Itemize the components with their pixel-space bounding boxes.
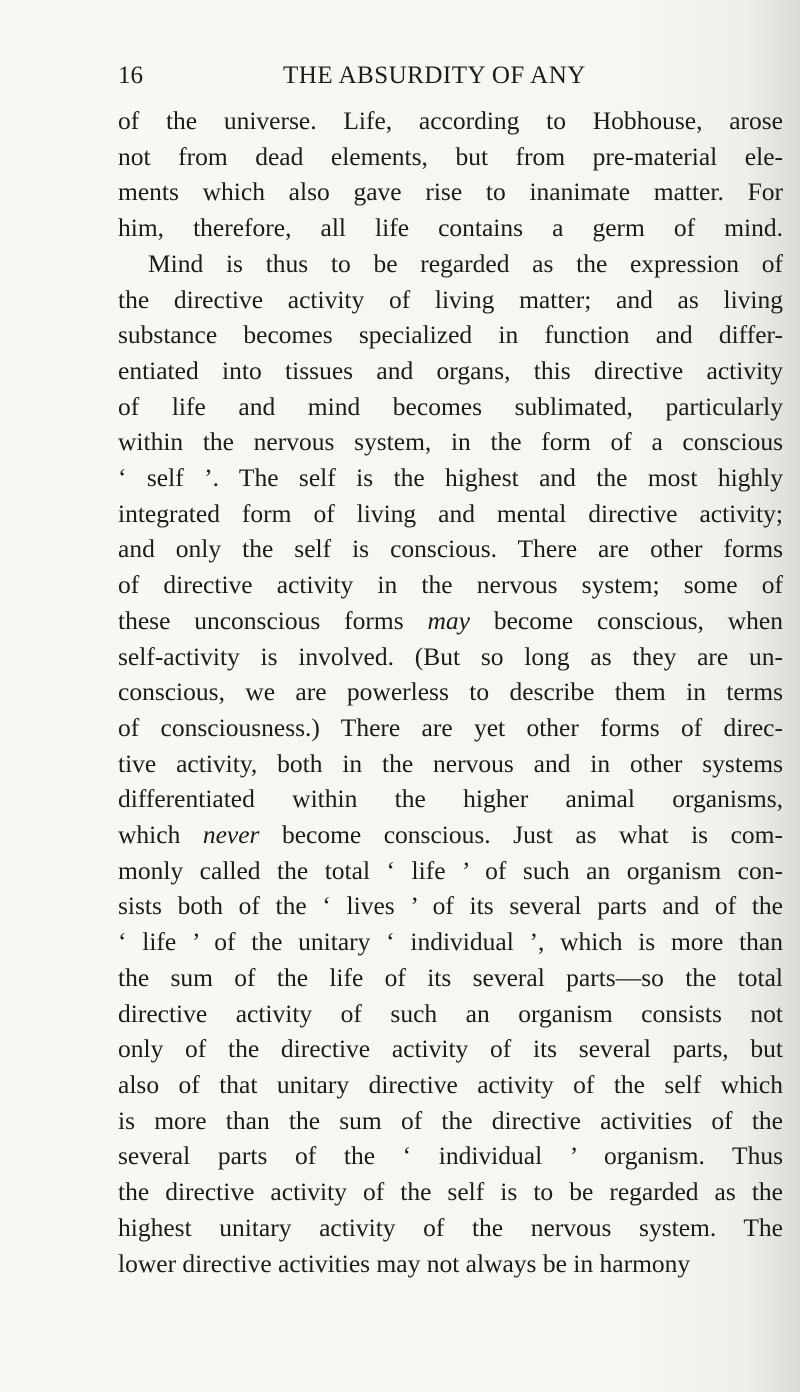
running-title: THE ABSURDITY OF ANY [283, 62, 586, 89]
text-line: sists both of the ‘ lives ’ of its several parts and of the [118, 891, 783, 921]
page-header [118, 62, 783, 98]
text-line: integrated form of living and mental directive activity; [118, 498, 783, 528]
text-line: of the universe. Life, according to Hobhouse, arose [118, 106, 783, 135]
text-segment: which [118, 820, 203, 850]
text-line: within the nervous system, in the form of a conscious [118, 427, 783, 457]
text-line [118, 603, 783, 639]
text-line: Mind is thus to be regarded as the expression of [148, 248, 783, 278]
text-line: of consciousness.) There are yet other forms of direc- [118, 712, 783, 742]
text-segment: these unconscious forms [118, 605, 428, 635]
text-line: several parts of the ‘ individual ’ organism. Thus [118, 1141, 783, 1171]
text-line: only of the directive activity of its several parts, but [118, 1034, 783, 1064]
text-line: highest unitary activity of the nervous system. The [118, 1212, 783, 1242]
body-text [118, 103, 783, 1281]
text-line: and only the self is conscious. There are other forms [118, 534, 783, 564]
text-line: lower directive activities may not always be in harmony [118, 1248, 691, 1278]
text-line: also of that unitary directive activity of the self which [118, 1069, 783, 1099]
text-line: the directive activity of the self is to be regarded as the [118, 1177, 783, 1207]
text-line: directive activity of such an organism consists not [118, 998, 783, 1028]
text-line: conscious, we are powerless to describe them in terms [118, 677, 783, 707]
page-number: 16 [118, 62, 143, 89]
text-line: ‘ life ’ of the unitary ‘ individual ’, which is more than [118, 927, 783, 957]
text-segment: become conscious. Just as what is com- [259, 820, 783, 850]
italic-word: may [427, 605, 470, 635]
text-line: ments which also gave rise to inanimate matter. For [118, 177, 783, 207]
italic-word: never [202, 820, 260, 850]
text-line: self-activity is involved. (But so long as they are un- [118, 641, 783, 671]
text-line: the directive activity of living matter; and as living [118, 284, 783, 314]
text-line: the sum of the life of its several parts—so the total [118, 962, 783, 992]
text-segment: become conscious, when [469, 605, 783, 635]
text-line: of directive activity in the nervous system; some of [118, 570, 783, 600]
text-line [118, 817, 783, 853]
text-line: of life and mind becomes sublimated, particularly [118, 391, 783, 421]
text-line: entiated into tissues and organs, this directive activity [118, 355, 783, 385]
text-line: him, therefore, all life contains a germ of mind. [118, 213, 783, 243]
text-line: monly called the total ‘ life ’ of such an organism con- [118, 855, 783, 885]
text-line: substance becomes specialized in function and differ- [118, 320, 783, 350]
text-line: not from dead elements, but from pre-material ele- [118, 141, 783, 171]
text-line: ‘ self ’. The self is the highest and the most highly [118, 463, 783, 493]
text-line: differentiated within the higher animal organisms, [118, 784, 783, 814]
text-line: is more than the sum of the directive activities of the [118, 1105, 783, 1135]
text-line: tive activity, both in the nervous and in other systems [118, 748, 783, 778]
